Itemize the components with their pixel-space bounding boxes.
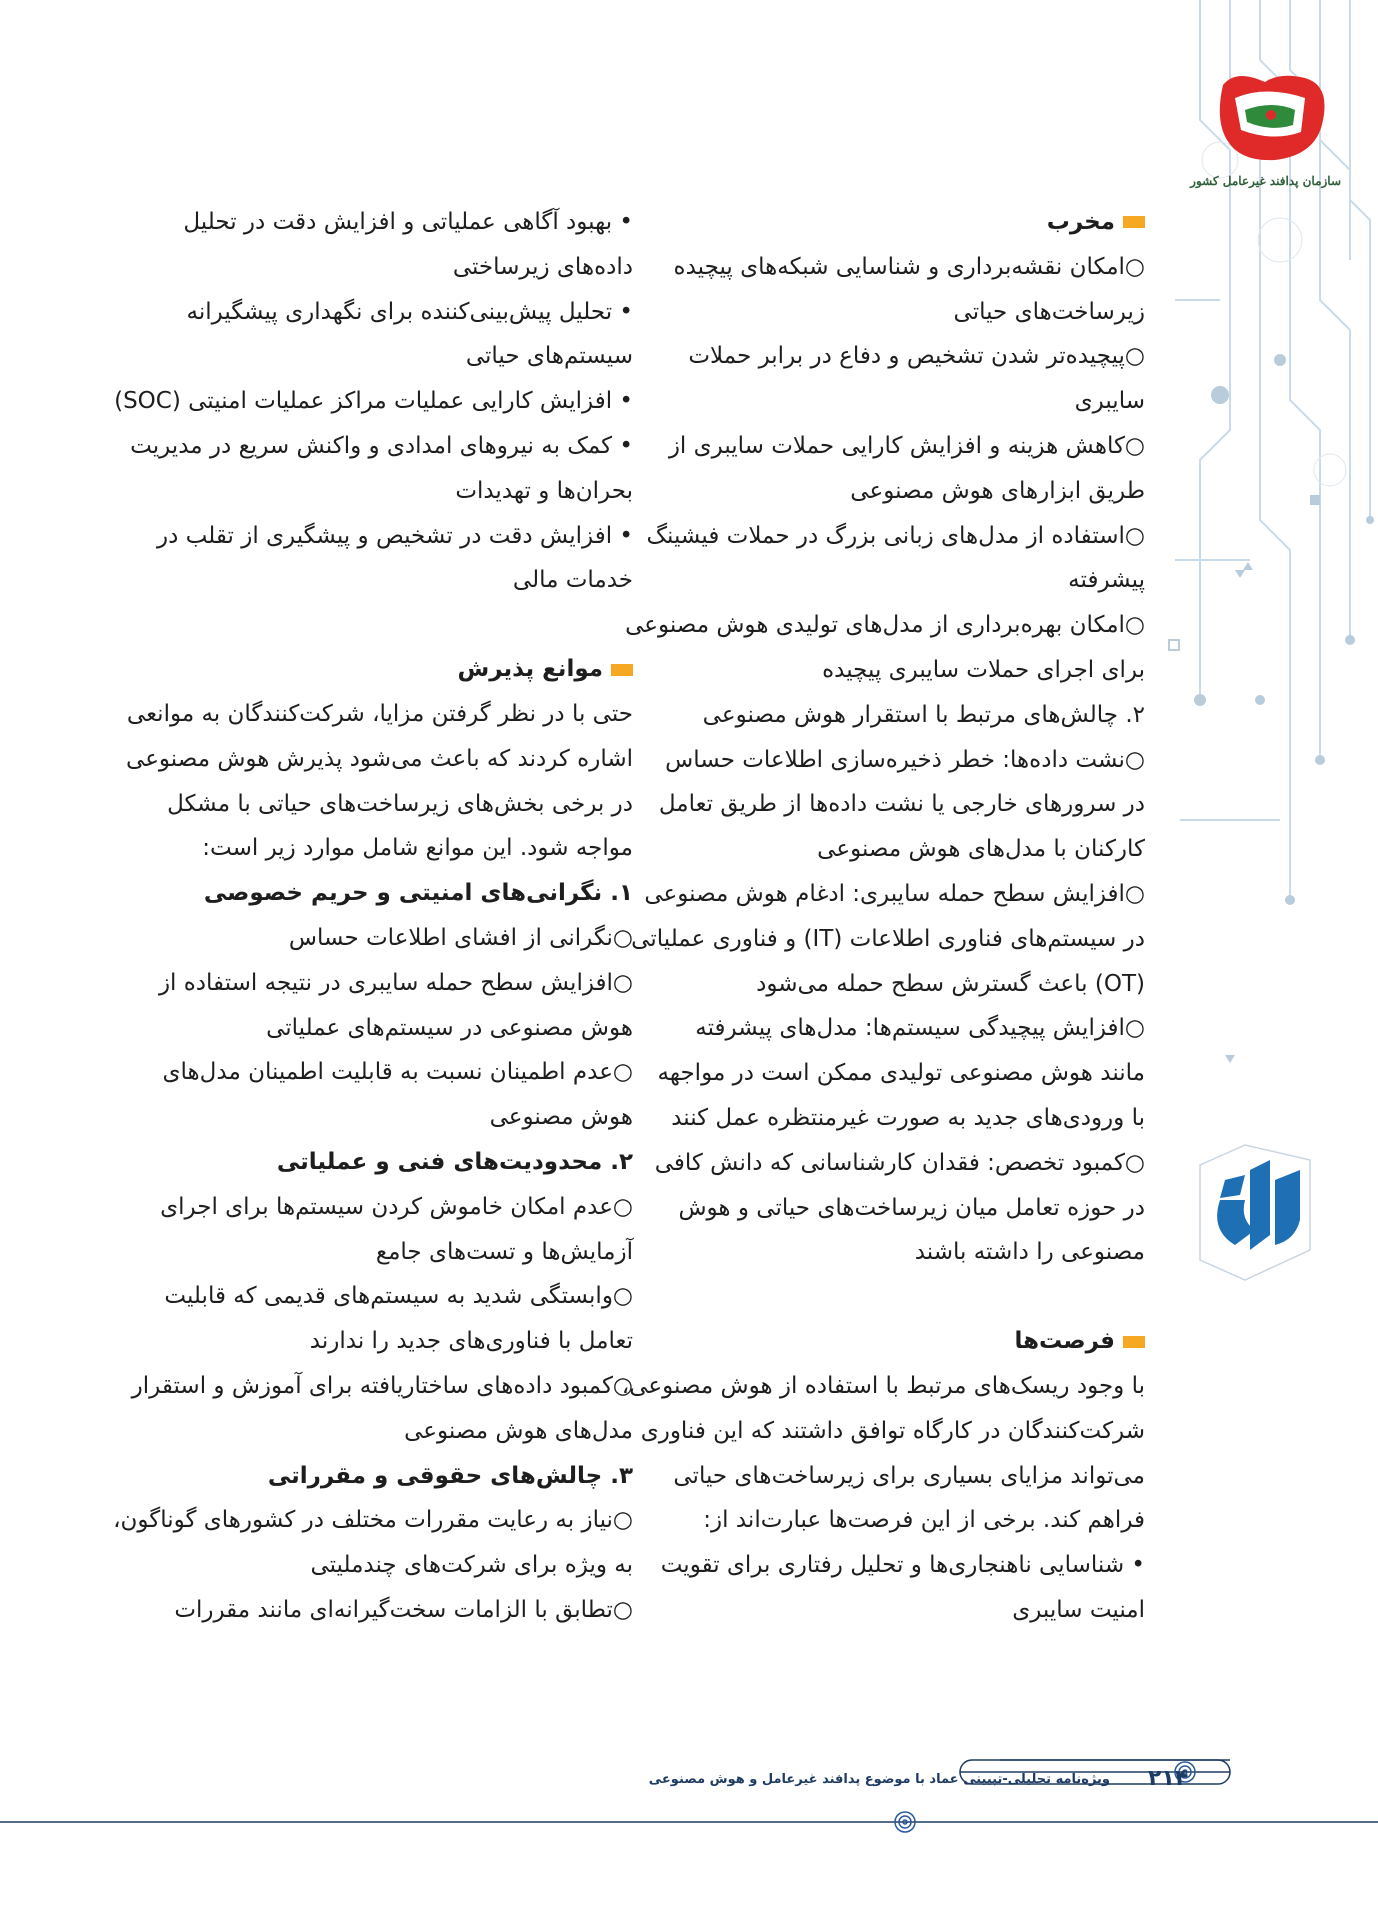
text-line: ○تطابق با الزامات سخت‌گیرانه‌ای مانند مقررات (174, 1596, 633, 1623)
text-line: کارکنان با مدل‌های هوش مصنوعی (817, 836, 1145, 863)
text-line: مصنوعی را داشته باشند (914, 1239, 1145, 1266)
left-column (113, 200, 633, 1633)
text-line: با ورودی‌های جدید به صورت غیرمنتظره عمل کنند (671, 1104, 1145, 1131)
text-line: ۲. چالش‌های مرتبط با استقرار هوش مصنوعی (702, 701, 1145, 728)
text-line: پیشرفته (1068, 567, 1145, 594)
right-column (621, 200, 1145, 1633)
text-line: طریق ابزارهای هوش مصنوعی (850, 477, 1145, 504)
org-logo-emblem-icon (1205, 70, 1341, 170)
paragraph-gap (670, 1275, 1145, 1319)
text-line: ○کمبود داده‌های ساختاریافته برای آموزش و استقرار (131, 1372, 633, 1399)
text-line: ○افزایش پیچیدگی سیستم‌ها: مدل‌های پیشرفته (695, 1015, 1145, 1042)
text-line: ○کمبود تخصص: فقدان کارشناسانی که دانش کافی (654, 1149, 1145, 1176)
text-line: هوش مصنوعی در سیستم‌های عملیاتی (266, 1014, 633, 1041)
text-line: حتی با در نظر گرفتن مزایا، شرکت‌کنندگان به موانعی (126, 700, 633, 727)
section-heading (670, 1319, 1145, 1364)
text-line: خدمات مالی (512, 567, 633, 594)
section-heading (158, 647, 633, 692)
text-line: هوش مصنوعی (489, 1104, 633, 1131)
text-line: آزمایش‌ها و تست‌های جامع (375, 1238, 633, 1265)
text-line: • کمک به نیروهای امدادی و واکنش سریع در مدیریت (130, 432, 633, 459)
text-line: ○نیاز به رعایت مقررات مختلف در کشورهای گوناگون، (113, 1507, 633, 1534)
text-line: ○وابستگی شدید به سیستم‌های قدیمی که قابلیت (164, 1283, 633, 1310)
text-line: فراهم کند. برخی از این فرصت‌ها عبارت‌اند از: (703, 1507, 1145, 1534)
text-line: ○عدم امکان خاموش کردن سیستم‌ها برای اجرای (160, 1193, 633, 1220)
paragraph-gap (158, 603, 633, 647)
text-line: در سرورهای خارجی یا نشت داده‌ها از طریق تعامل (658, 791, 1145, 818)
text-line: می‌تواند مزایای بسیاری برای زیرساخت‌های حیاتی (673, 1462, 1145, 1489)
text-line: به ویژه برای شرکت‌های چندملیتی (310, 1552, 633, 1579)
subsection-title: ۱. نگرانی‌های امنیتی و حریم خصوصی (203, 880, 633, 907)
heading-marker-icon (611, 664, 633, 676)
text-line: برای اجرای حملات سایبری پیچیده (822, 656, 1145, 683)
text-line: بحران‌ها و تهدیدات (455, 477, 633, 504)
text-line: • افزایش کارایی عملیات مراکز عملیات امنیتی (SOC) (114, 388, 633, 415)
text-line: ○نشت داده‌ها: خطر ذخیره‌سازی اطلاعات حساس (665, 746, 1145, 773)
text-line: ○پیچیده‌تر شدن تشخیص و دفاع در برابر حملات (688, 343, 1145, 370)
text-line: داده‌های زیرساختی (452, 253, 633, 280)
emad-logo (1190, 1140, 1320, 1290)
text-line: ○عدم اطمینان نسبت به قابلیت اطمینان مدل‌های (162, 1059, 633, 1086)
emad-logo-mark-icon (1190, 1140, 1320, 1290)
text-line: • تحلیل پیش‌بینی‌کننده برای نگهداری پیشگیرانه (186, 298, 633, 325)
section-heading-text: مخرب (1046, 209, 1115, 235)
text-line: ○امکان نقشه‌برداری و شناسایی شبکه‌های پیچیده (673, 253, 1145, 280)
text-line: شرکت‌کنندگان در کارگاه توافق داشتند که این فناوری (640, 1417, 1145, 1444)
text-line: در برخی بخش‌های زیرساخت‌های حیاتی با مشکل (167, 790, 633, 817)
text-line: با وجود ریسک‌های مرتبط با استفاده از هوش مصنوعی، (621, 1372, 1145, 1399)
section-heading-text: فرصت‌ها (1014, 1328, 1115, 1355)
text-line: ○کاهش هزینه و افزایش کارایی حملات سایبری از (668, 432, 1145, 459)
text-line: سایبری (1074, 388, 1145, 415)
text-line: • شناسایی ناهنجاری‌ها و تحلیل رفتاری برای تقویت (660, 1552, 1145, 1579)
section-heading-text: موانع پذیرش (457, 656, 603, 683)
text-line: (OT) باعث گسترش سطح حمله می‌شود (756, 970, 1145, 997)
section-heading (670, 200, 1145, 245)
text-line: ○استفاده از مدل‌های زبانی بزرگ در حملات فیشینگ (646, 522, 1145, 549)
heading-marker-icon (1123, 1336, 1145, 1348)
text-line: در سیستم‌های فناوری اطلاعات (IT) و فناوری عملیاتی (631, 925, 1145, 952)
text-line: ○امکان بهره‌برداری از مدل‌های تولیدی هوش مصنوعی (625, 612, 1145, 639)
text-line: سیستم‌های حیاتی (465, 343, 633, 370)
text-line: مدل‌های هوش مصنوعی (404, 1417, 633, 1444)
org-logo (1190, 70, 1341, 188)
footer-title: ویژه‌نامه تحلیلی-تبیینی عماد با موضوع پدافند غیرعامل و هوش مصنوعی (648, 1772, 1110, 1787)
text-line: ○نگرانی از افشای اطلاعات حساس (288, 924, 633, 951)
text-line: در حوزه تعامل میان زیرساخت‌های حیاتی و هوش (678, 1194, 1145, 1221)
text-line: • بهبود آگاهی عملیاتی و افزایش دقت در تحلیل (183, 209, 633, 235)
subsection-title: ۲. محدودیت‌های فنی و عملیاتی (276, 1148, 633, 1175)
text-line: مواجه شود. این موانع شامل موارد زیر است: (202, 835, 633, 862)
text-line: اشاره کردند که باعث می‌شود پذیرش هوش مصنوعی (126, 745, 633, 772)
text-line: ○افزایش سطح حمله سایبری در نتیجه استفاده از (158, 969, 633, 996)
text-line: تعامل با فناوری‌های جدید را ندارند (309, 1328, 633, 1355)
text-line: • افزایش دقت در تشخیص و پیشگیری از تقلب در (157, 522, 633, 549)
text-line: امنیت سایبری (1012, 1596, 1145, 1623)
text-line: ○افزایش سطح حمله سایبری: ادغام هوش مصنوعی (644, 880, 1145, 907)
org-logo-caption: سازمان پدافند غیرعامل کشور (1190, 174, 1341, 188)
subsection-title: ۳. چالش‌های حقوقی و مقرراتی (267, 1462, 633, 1489)
text-line: مانند هوش مصنوعی تولیدی ممکن است در مواجهه (657, 1060, 1145, 1087)
text-line: زیرساخت‌های حیاتی (953, 298, 1145, 325)
page-number: ۲۱۴ (1148, 1766, 1189, 1791)
heading-marker-icon (1123, 216, 1145, 228)
